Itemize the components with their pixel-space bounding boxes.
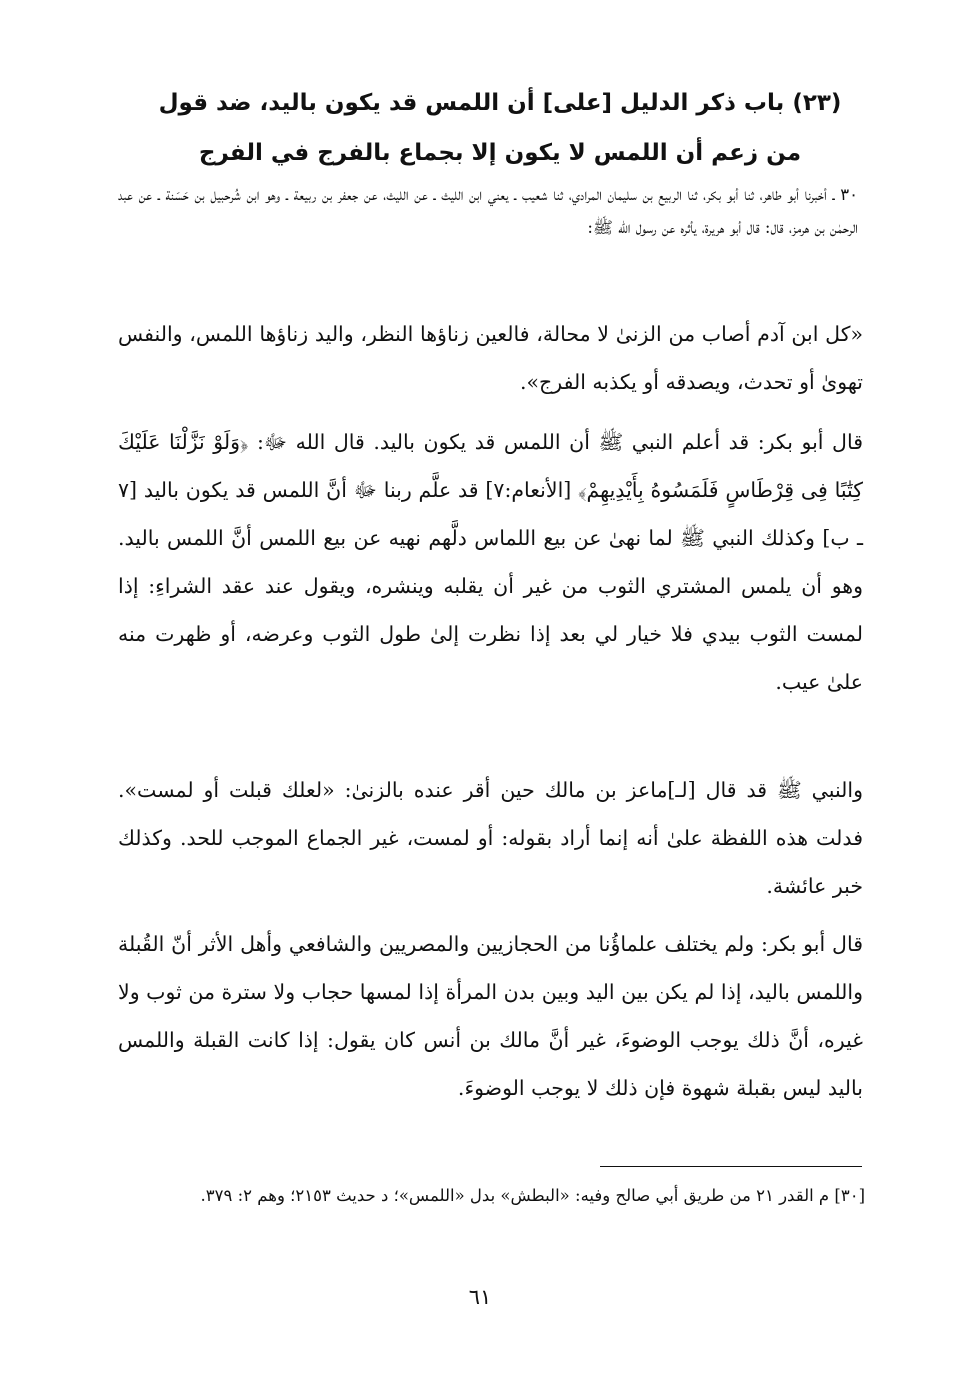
chapter-heading: (٢٣) باب ذكر الدليل [على] أن اللمس قد يكون باليد، ضد قول من زعم أن اللمس لا يكون إلا بجماع بالفرج في الفرج xyxy=(158,90,842,166)
body-paragraph-2: والنبي ﷺ قد قال [لـ]ماعز بن مالك حين أقر عنده بالزنىٰ: «لعلك قبلت أو لمست». فدلت هذه اللفظة علىٰ أنه إنما أراد بقوله: أو لمست، غير الجماع الموجب للحد. وكذلك خبر عائشة. xyxy=(118,778,863,898)
footnote: [٣٠] م القدر ٢١ من طريق أبي صالح وفيه: «البطش» بدل «اللمس»؛ د حديث ٢١٥٣؛ وهم ٢: ٣٧٩. xyxy=(200,1186,865,1205)
page-number: ٦١ xyxy=(468,1285,492,1309)
footnote-divider xyxy=(600,1166,862,1167)
hadith-text: «كل ابن آدم أصاب من الزنىٰ لا محالة، فالعين زناؤها النظر، واليد زناؤها اللمس، والنفس تهوىٰ أو تحدث، ويصدقه أو يكذبه الفرج». xyxy=(118,322,863,394)
body-paragraph-1: قال أبو بكر: قد أعلم النبي ﷺ أن اللمس قد يكون باليد. قال الله ﷻ: ﴿وَلَوْ نَزَّلْنَا عَلَيْكَ كِتَٰبًا فِى قِرْطَاسٍ فَلَمَسُوهُ بِأَيْدِيهِمْ﴾ [الأنعام:٧] قد علَّم ربنا ﷻ أنَّ اللمس قد يكون باليد [٧ ـ ب] وكذلك النبي ﷺ لما نهىٰ عن بيع اللماس دلَّهم نهيه عن بيع اللمس أنَّ اللمس باليد. وهو أن يلمس المشتري الثوب من غير أن يقلبه وينشره، ويقول عند عقد الشراءِ: إذا لمست الثوب بيدي فلا خيار لي بعد إذا نظرت إلىٰ طول الثوب وعرضه، أو ظهرت منه علىٰ عيب. xyxy=(118,430,864,694)
isnad-chain: ٣٠ ـ أخبرنا أبو طاهر، ثنا أبو بكر، ثنا الربيع بن سليمان المرادي، ثنا شعيب ـ يعني ابن الليث ـ عن الليث، عن جعفر بن ربيعة ـ وهو ابن شُرحبيل بن حَسَنة ـ عن عبد الرحمٰن بن هرمز، قال: قال أبو هريرة، يأثره عن رسول الله ﷺ: xyxy=(118,185,858,237)
body-paragraph-3: قال أبو بكر: ولم يختلف علماؤُنا من الحجازيين والمصريين والشافعي وأهل الأثر أنّ القُبلة واللمس باليد، إذا لم يكن بين اليد وبين بدن المرأة إذا لمسها حجاب ولا سترة من ثوب ولا غيره، أنَّ ذلك يوجب الوضوءَ، غير أنَّ مالك بن أنس كان يقول: إذا كانت القبلة واللمس باليد ليس بقبلة شهوة فإن ذلك لا يوجب الوضوءَ. xyxy=(118,932,863,1100)
